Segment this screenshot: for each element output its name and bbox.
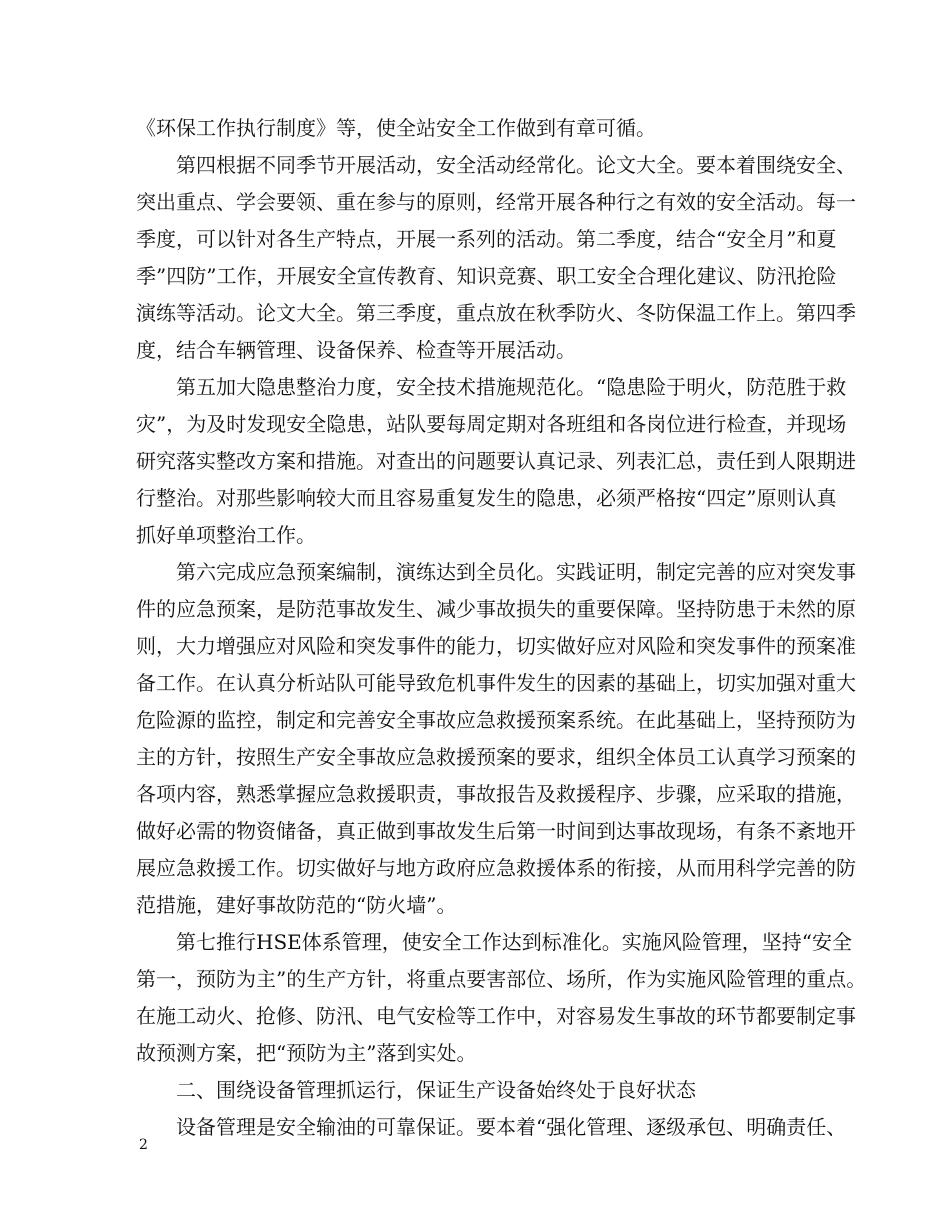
section-heading: 二、围绕设备管理抓运行，保证生产设备始终处于良好状态 — [176, 1078, 696, 1102]
text-line: 行整治。对那些影响较大而且容易重复发生的隐患，必须严格按“四定”原则认真 — [136, 486, 837, 510]
text-line: 抓好单项整治工作。 — [136, 523, 316, 547]
text-line: 第一，预防为主”的生产方针，将重点要害部位、场所，作为实施风险管理的重点。 — [136, 967, 867, 991]
page-number: 2 — [139, 1137, 148, 1153]
paragraph-first-line: 第七推行HSE体系管理，使安全工作达到标准化。实施风险管理，坚持“安全 — [176, 930, 852, 954]
text-line: 展应急救援工作。切实做好与地方政府应急救援体系的衔接，从而用科学完善的防 — [136, 856, 856, 880]
text-line: 在施工动火、抢修、防汛、电气安检等工作中，对容易发生事故的环节都要制定事 — [136, 1004, 856, 1028]
text-line: 各项内容，熟悉掌握应急救援职责，事故报告及救援程序、步骤，应采取的措施， — [136, 782, 856, 806]
text-line: 危险源的监控，制定和完善安全事故应急救援预案系统。在此基础上，坚持预防为 — [136, 708, 856, 732]
text-line: 故预测方案，把“预防为主”落到实处。 — [136, 1041, 477, 1065]
text-line: 则，大力增强应对风险和突发事件的能力，切实做好应对风险和突发事件的预案准 — [136, 634, 856, 658]
text-line: 《环保工作执行制度》等，使全站安全工作做到有章可循。 — [136, 116, 656, 140]
paragraph-first-line: 设备管理是安全输油的可靠保证。要本着“强化管理、逐级承包、明确责任、 — [176, 1115, 847, 1139]
text-line: 季度，可以针对各生产特点，开展一系列的活动。第二季度，结合“安全月”和夏 — [136, 227, 837, 251]
text-line: 做好必需的物资储备，真正做到事故发生后第一时间到达事故现场，有条不紊地开 — [136, 819, 856, 843]
text-line: 度，结合车辆管理、设备保养、检查等开展活动。 — [136, 338, 576, 362]
text-line: 季”四防”工作，开展安全宣传教育、知识竞赛、职工安全合理化建议、防汛抢险 — [136, 264, 837, 288]
paragraph-first-line: 第六完成应急预案编制，演练达到全员化。实践证明，制定完善的应对突发事 — [176, 560, 856, 584]
text-line: 研究落实整改方案和措施。对查出的问题要认真记录、列表汇总，责任到人限期进 — [136, 449, 856, 473]
text-line: 灾”，为及时发现安全隐患，站队要每周定期对各班组和各岗位进行检查，并现场 — [136, 412, 847, 436]
text-line: 演练等活动。论文大全。第三季度，重点放在秋季防火、冬防保温工作上。第四季 — [136, 301, 856, 325]
paragraph-first-line: 第四根据不同季节开展活动，安全活动经常化。论文大全。要本着围绕安全、 — [176, 153, 856, 177]
text-line: 突出重点、学会要领、重在参与的原则，经常开展各种行之有效的安全活动。每一 — [136, 190, 856, 214]
text-line: 主的方针，按照生产安全事故应急救援预案的要求，组织全体员工认真学习预案的 — [136, 745, 856, 769]
paragraph-first-line: 第五加大隐患整治力度，安全技术措施规范化。“隐患险于明火，防范胜于救 — [176, 375, 847, 399]
text-line: 件的应急预案，是防范事故发生、减少事故损失的重要保障。坚持防患于未然的原 — [136, 597, 856, 621]
text-line: 备工作。在认真分析站队可能导致危机事件发生的因素的基础上，切实加强对重大 — [136, 671, 856, 695]
text-line: 范措施，建好事故防范的“防火墙”。 — [136, 893, 457, 917]
